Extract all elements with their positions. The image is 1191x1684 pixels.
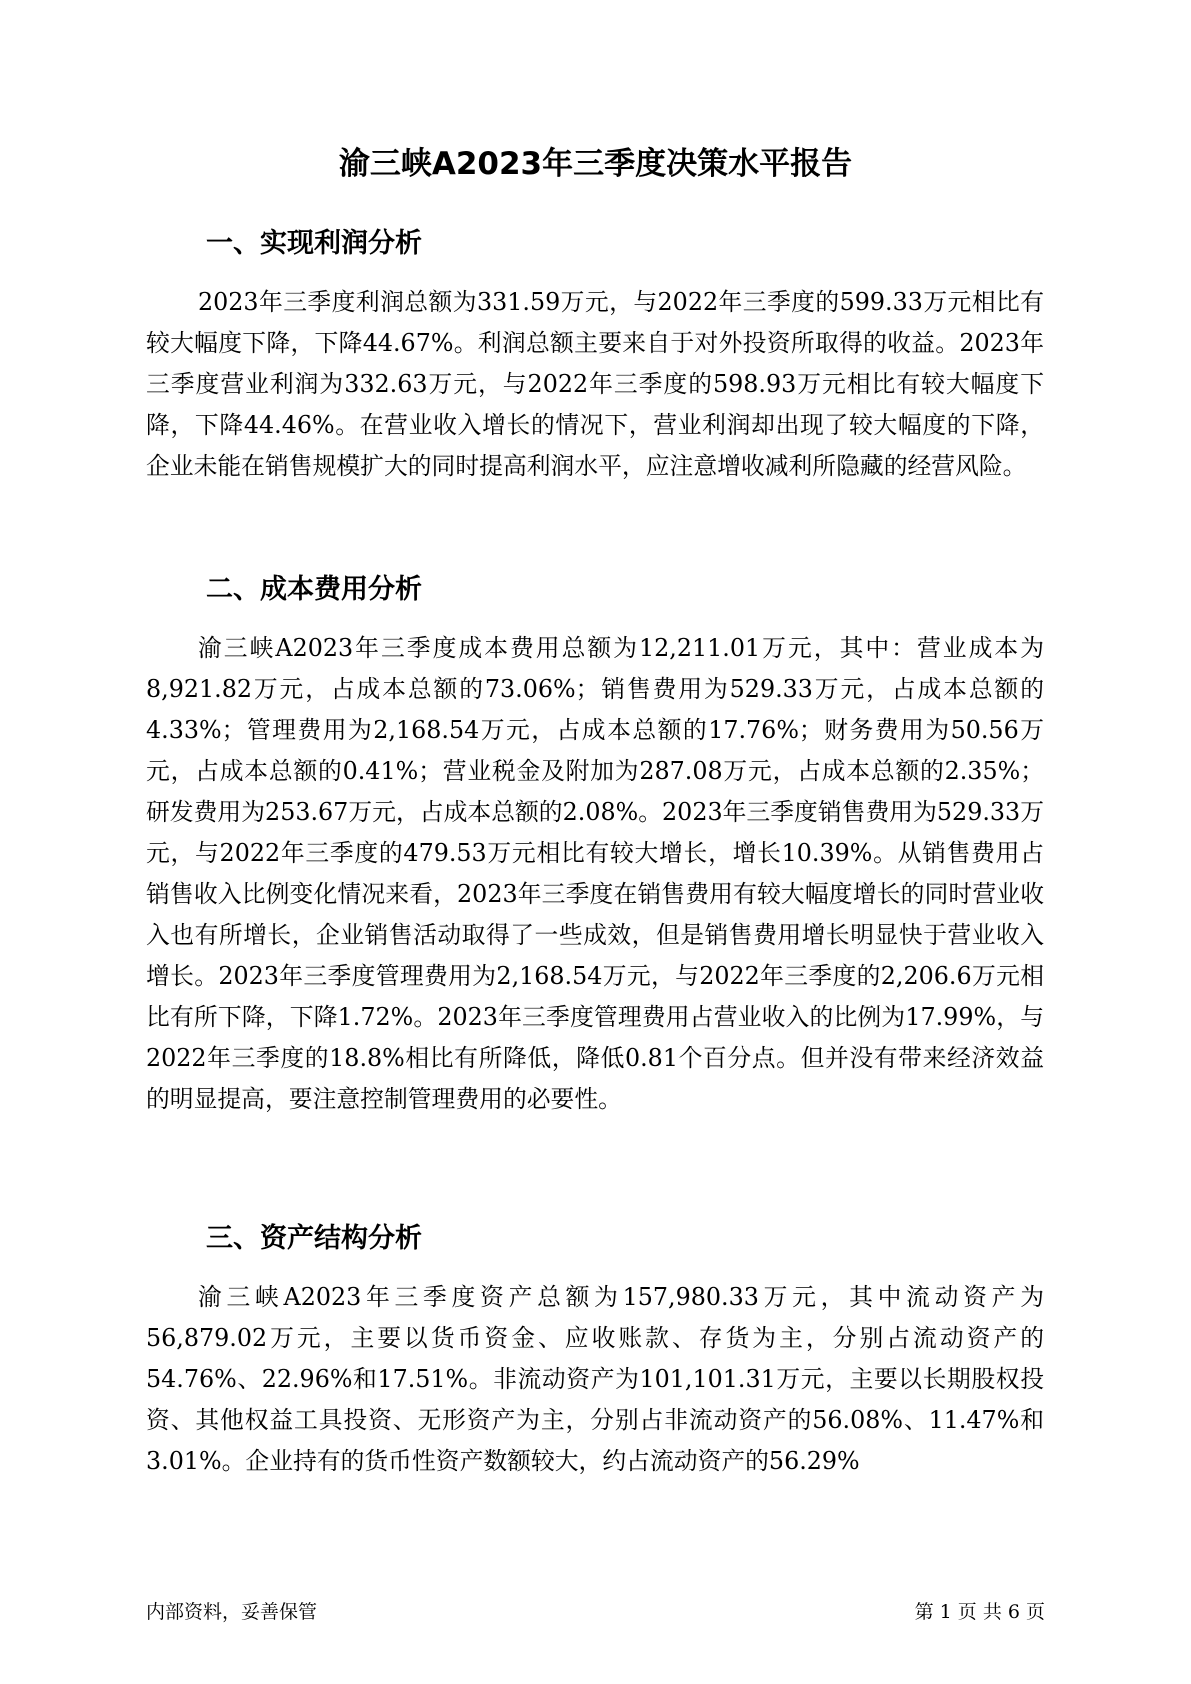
section-heading-assets: 三、资产结构分析 [206,1223,422,1254]
document-title: 渝三峡A2023年三季度决策水平报告 [338,146,853,182]
section-paragraph-profit: 2023年三季度利润总额为331.59万元，与2022年三季度的599.33万元相比有较大幅度下降，下降44.67%。利润总额主要来自于对外投资所取得的收益。2023年三季度营业利润为332.63万元，与2022年三季度的598.93万元相比有较大幅度下降，下降44.46%。在营业收入增长的情况下，营业利润却出现了较大幅度的下降，企业未能在销售规模扩大的同时提高利润水平，应注意增收减利所隐藏的经营风险。 [146,288,1044,480]
footer-confidential-note: 内部资料，妥善保管 [146,1601,318,1623]
section-heading-cost: 二、成本费用分析 [206,574,422,605]
section-heading-profit: 一、实现利润分析 [206,228,422,259]
footer-page-number: 第 1 页 共 6 页 [914,1601,1045,1623]
section-paragraph-cost: 渝三峡A2023年三季度成本费用总额为12,211.01万元，其中：营业成本为8,921.82万元，占成本总额的73.06%；销售费用为529.33万元，占成本总额的4.33%；管理费用为2,168.54万元，占成本总额的17.76%；财务费用为50.56万元，占成本总额的0.41%；营业税金及附加为287.08万元，占成本总额的2.35%；研发费用为253.67万元，占成本总额的2.08%。2023年三季度销售费用为529.33万元，与2022年三季度的479.53万元相比有较大增长，增长10.39%。从销售费用占销售收入比例变化情况来看，2023年三季度在销售费用有较大幅度增长的同时营业收入也有所增长，企业销售活动取得了一些成效，但是销售费用增长明显快于营业收入增长。2023年三季度管理费用为2,168.54万元，与2022年三季度的2,206.6万元相比有所下降，下降1.72%。2023年三季度管理费用占营业收入的比例为17.99%，与2022年三季度的18.8%相比有所降低，降低0.81个百分点。但并没有带来经济效益的明显提高，要注意控制管理费用的必要性。 [146,634,1044,1113]
section-paragraph-assets: 渝三峡A2023年三季度资产总额为157,980.33万元，其中流动资产为56,879.02万元，主要以货币资金、应收账款、存货为主，分别占流动资产的54.76%、22.96%和17.51%。非流动资产为101,101.31万元，主要以长期股权投资、其他权益工具投资、无形资产为主，分别占非流动资产的56.08%、11.47%和3.01%。企业持有的货币性资产数额较大，约占流动资产的56.29% [146,1283,1044,1475]
